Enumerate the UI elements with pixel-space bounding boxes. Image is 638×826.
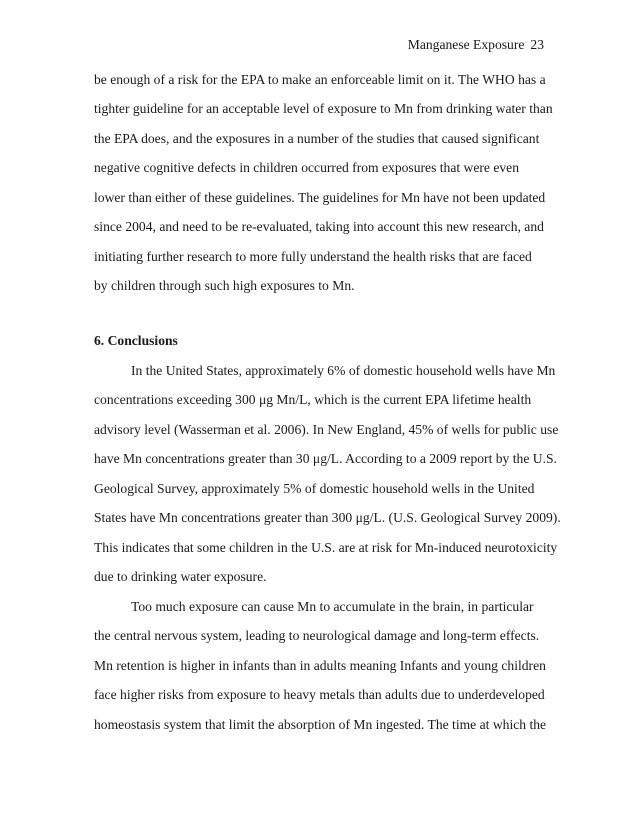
body-text-line: since 2004, and need to be re-evaluated, taking into account this new research, and: [94, 219, 544, 234]
body-text-line: States have Mn concentrations greater than 300 μg/L. (U.S. Geological Survey 2009).: [94, 510, 561, 525]
page-number: 23: [530, 37, 544, 52]
body-text-line: have Mn concentrations greater than 30 μg/L. According to a 2009 report by the U.S.: [94, 451, 557, 466]
running-header: [408, 36, 544, 54]
running-title: Manganese Exposure: [407, 37, 525, 52]
body-text-line: the central nervous system, leading to neurological damage and long-term effects.: [94, 628, 540, 643]
body-text-line: advisory level (Wasserman et al. 2006). In New England, 45% of wells for public use: [94, 422, 559, 437]
body-text-line: Mn retention is higher in infants than in adults meaning Infants and young children: [94, 658, 546, 673]
section-heading: 6. Conclusions: [94, 333, 178, 348]
body-text-line: Too much exposure can cause Mn to accumulate in the brain, in particular: [131, 599, 534, 614]
body-text-line: the EPA does, and the exposures in a number of the studies that caused significant: [94, 131, 540, 146]
body-text-line: lower than either of these guidelines. The guidelines for Mn have not been updated: [94, 190, 546, 205]
body-text-line: face higher risks from exposure to heavy metals than adults due to underdeveloped: [94, 687, 545, 702]
body-text-line: Geological Survey, approximately 5% of domestic household wells in the United: [94, 481, 535, 496]
body-text-line: by children through such high exposures to Mn.: [94, 278, 355, 293]
body-text-line: This indicates that some children in the U.S. are at risk for Mn-induced neurotoxicity: [94, 540, 558, 555]
body-text-line: concentrations exceeding 300 μg Mn/L, which is the current EPA lifetime health: [94, 392, 532, 407]
body-text-line: negative cognitive defects in children occurred from exposures that were even: [94, 160, 520, 175]
body-text-line: due to drinking water exposure.: [94, 569, 267, 584]
body-text-line: In the United States, approximately 6% of domestic household wells have Mn: [131, 363, 556, 378]
body-text-line: initiating further research to more fully understand the health risks that are faced: [94, 249, 532, 264]
body-text-line: tighter guideline for an acceptable level of exposure to Mn from drinking water than: [94, 101, 553, 116]
body-text-line: be enough of a risk for the EPA to make an enforceable limit on it. The WHO has a: [94, 72, 546, 87]
body-text-line: homeostasis system that limit the absorption of Mn ingested. The time at which the: [94, 717, 547, 732]
